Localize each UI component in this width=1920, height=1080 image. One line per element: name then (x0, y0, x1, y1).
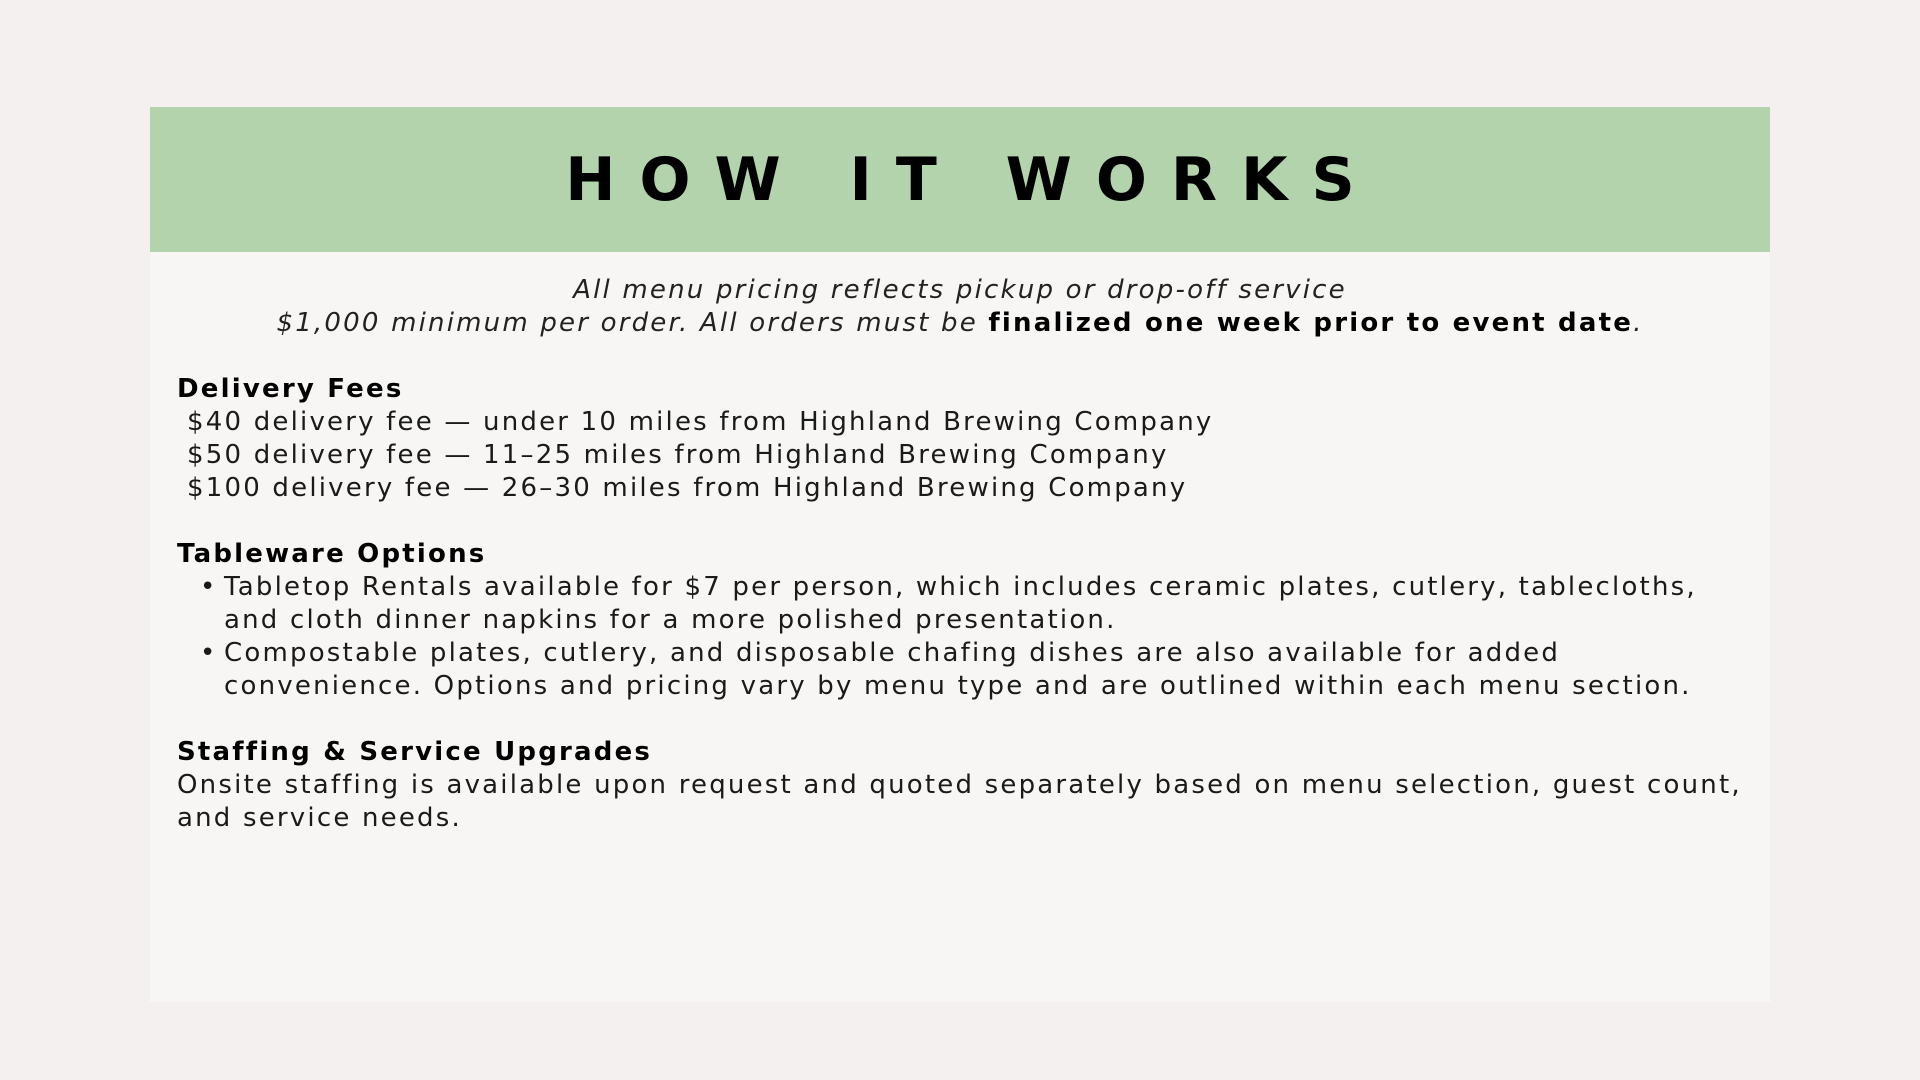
staffing-body: Onsite staffing is available upon request and quoted separately based on menu selection, guest count, and service needs. (177, 770, 1742, 833)
staffing-section (177, 736, 1743, 835)
staffing-title: Staffing & Service Upgrades (177, 737, 653, 767)
bullet-icon: • (200, 638, 218, 668)
tableware-item-text: Tabletop Rentals available for $7 per person, which includes ceramic plates, cutlery, tablecloths, and cloth dinner napkins for a more polished presentation. (224, 572, 1697, 635)
tableware-list (177, 571, 1743, 703)
delivery-fee-item: $40 delivery fee — under 10 miles from Highland Brewing Company (187, 407, 1214, 437)
delivery-fees-title: Delivery Fees (177, 374, 404, 404)
card-content (150, 252, 1770, 835)
tableware-options-section (177, 538, 1743, 703)
list-item (200, 637, 1743, 703)
list-item (200, 571, 1743, 637)
intro-line-1: All menu pricing reflects pickup or drop-off service (573, 275, 1347, 305)
intro-line-2 (177, 307, 1743, 340)
delivery-fee-item: $100 delivery fee — 26–30 miles from Highland Brewing Company (187, 473, 1188, 503)
delivery-fees-section (177, 373, 1743, 505)
bullet-icon: • (200, 572, 218, 602)
tableware-options-title: Tableware Options (177, 539, 487, 569)
tableware-item-text: Compostable plates, cutlery, and disposable chafing dishes are also available for added convenience. Options and pricing vary by menu type and are outlined within each menu section. (224, 638, 1692, 701)
page-title: HOW IT WORKS (565, 144, 1379, 215)
intro-text (177, 274, 1743, 340)
intro-line-2-prefix: $1,000 minimum per order. All orders must be (276, 308, 989, 338)
intro-line-2-suffix: . (1633, 308, 1644, 338)
intro-deadline-emphasis: finalized one week prior to event date (988, 308, 1634, 338)
delivery-fee-item: $50 delivery fee — 11–25 miles from Highland Brewing Company (187, 440, 1169, 470)
info-card (150, 107, 1770, 1002)
header-banner (150, 107, 1770, 252)
